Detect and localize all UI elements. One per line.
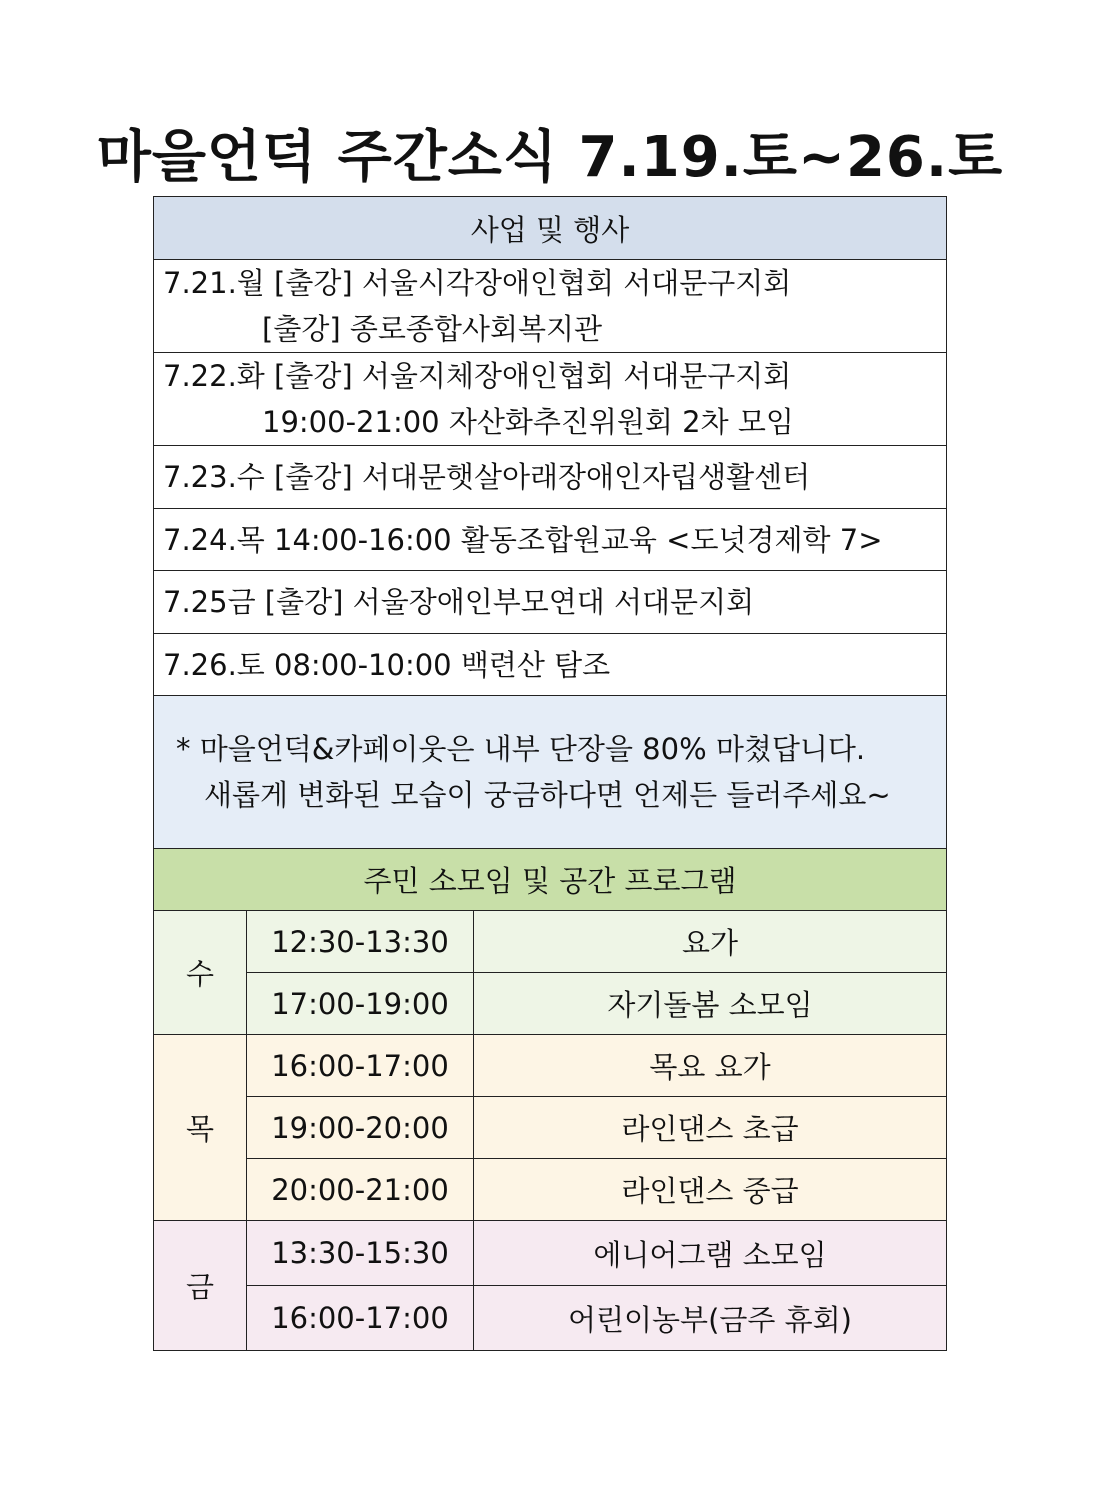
program-cell: 요가: [474, 911, 947, 973]
event-row: [154, 634, 947, 696]
program-cell: 어린이농부(금주 휴회): [474, 1286, 947, 1351]
event-line: 7.23.수 [출강] 서대문햇살아래장애인자립생활센터: [163, 460, 811, 494]
event-row: [154, 509, 947, 571]
event-line: 7.25금 [출강] 서울장애인부모연대 서대문지회: [163, 585, 755, 619]
program-cell: 자기돌봄 소모임: [474, 973, 947, 1035]
program-cell: 라인댄스 초급: [474, 1097, 947, 1159]
weekly-news-table: [153, 196, 947, 1351]
event-row: [154, 446, 947, 509]
events-header: 사업 및 행사: [154, 197, 947, 260]
event-row: [154, 353, 947, 446]
time-cell: 13:30-15:30: [247, 1221, 474, 1286]
event-row: [154, 260, 947, 353]
program-header: 주민 소모임 및 공간 프로그램: [154, 849, 947, 911]
time-cell: 19:00-20:00: [247, 1097, 474, 1159]
event-line: 19:00-21:00 자산화추진위원회 2차 모임: [262, 405, 794, 439]
time-cell: 16:00-17:00: [247, 1286, 474, 1351]
program-cell: 목요 요가: [474, 1035, 947, 1097]
time-cell: 16:00-17:00: [247, 1035, 474, 1097]
time-cell: 12:30-13:30: [247, 911, 474, 973]
notice-line: 새롭게 변화된 모습이 궁금하다면 언제든 들러주세요~: [204, 778, 891, 812]
event-line: 7.26.토 08:00-10:00 백련산 탐조: [163, 647, 611, 682]
event-row: [154, 571, 947, 634]
event-line: 7.24.목 14:00-16:00 활동조합원교육 <도넛경제학 7>: [163, 522, 883, 557]
notice-line: * 마을언덕&카페이웃은 내부 단장을 80% 마쳤답니다.: [176, 732, 866, 766]
time-cell: 20:00-21:00: [247, 1159, 474, 1221]
time-cell: 17:00-19:00: [247, 973, 474, 1035]
event-line: 7.22.화 [출강] 서울지체장애인협회 서대문구지회: [163, 359, 792, 393]
day-cell-fri: 금: [154, 1221, 247, 1351]
day-cell-thu: 목: [154, 1035, 247, 1221]
notice-box: [154, 696, 947, 849]
program-cell: 에니어그램 소모임: [474, 1221, 947, 1286]
event-line: [출강] 종로종합사회복지관: [262, 312, 603, 346]
day-cell-wed: 수: [154, 911, 247, 1035]
event-line: 7.21.월 [출강] 서울시각장애인협회 서대문구지회: [163, 266, 792, 300]
program-cell: 라인댄스 중급: [474, 1159, 947, 1221]
page-title: 마을언덕 주간소식 7.19.토~26.토: [96, 125, 1004, 190]
